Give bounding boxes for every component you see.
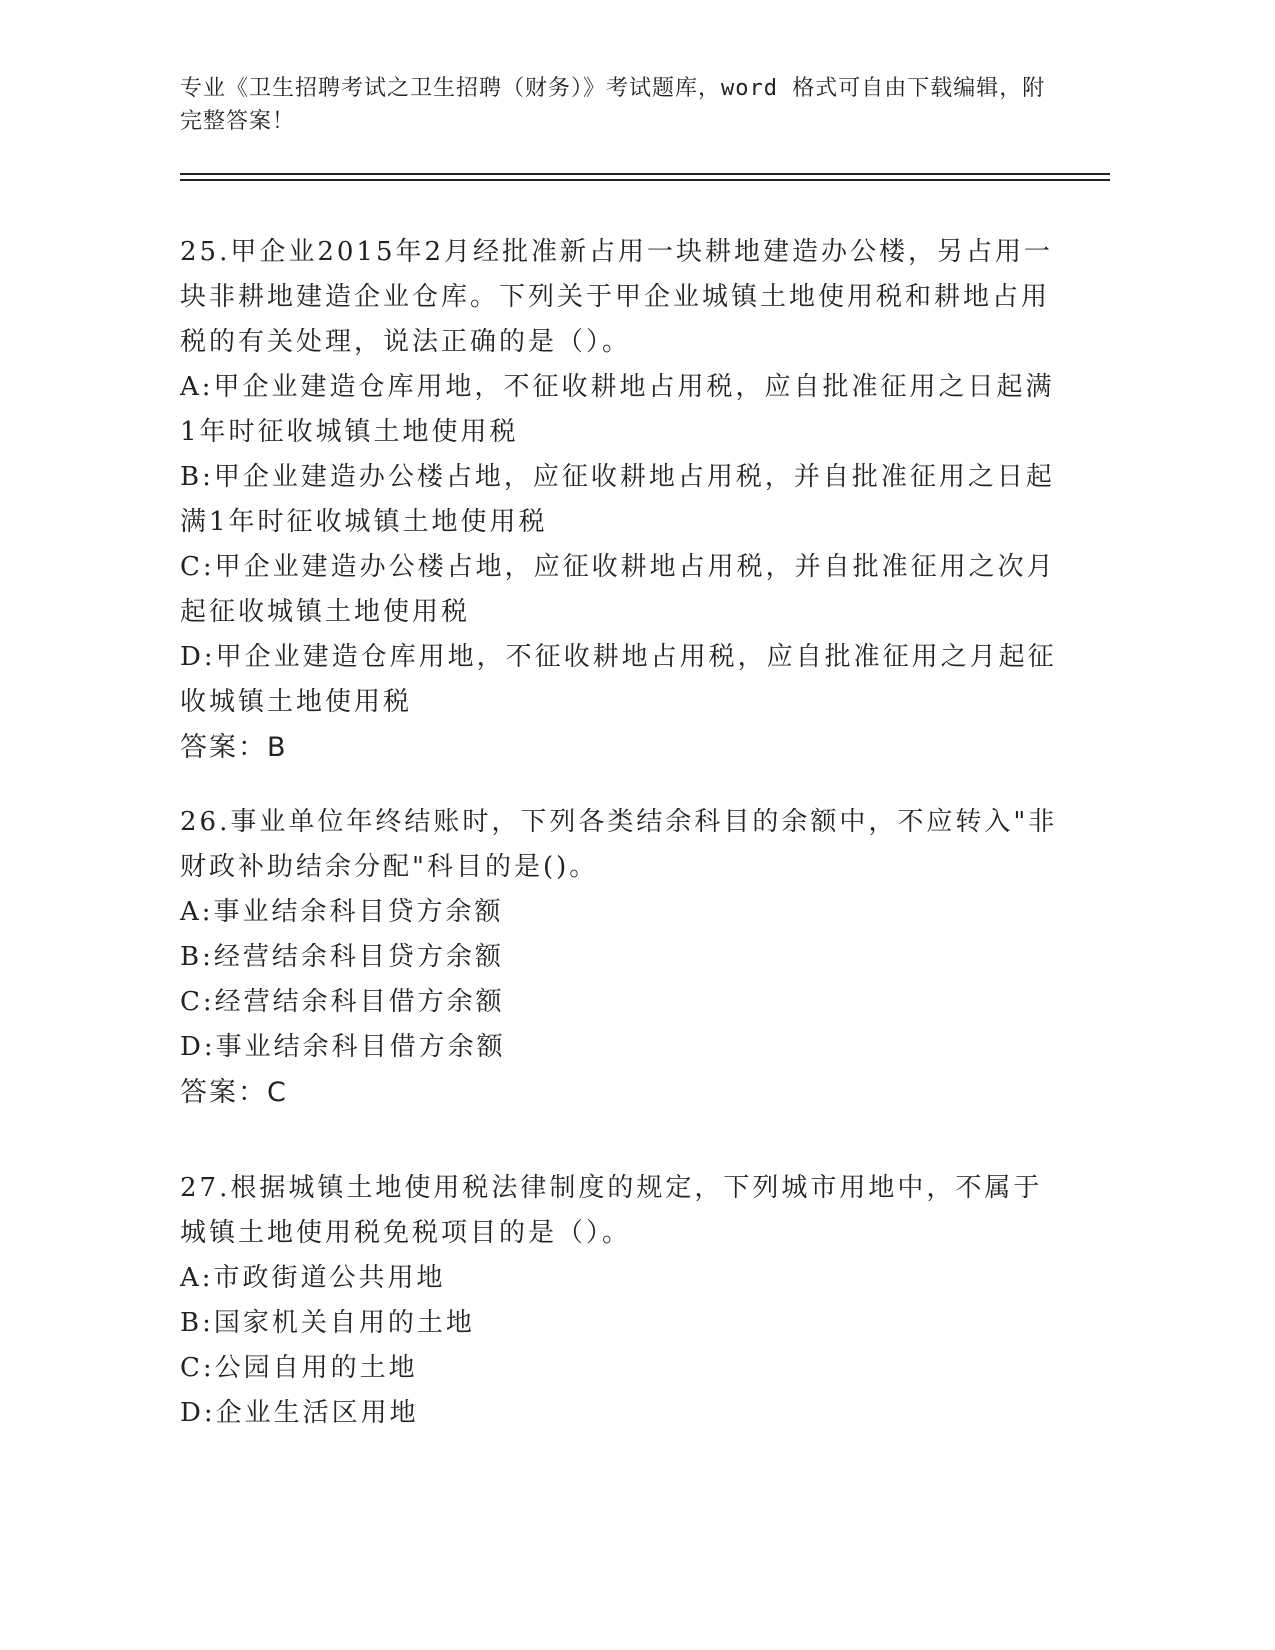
option-b: B:甲企业建造办公楼占地，应征收耕地占用税，并自批准征用之日起满1年时征收城镇土地使用税 bbox=[180, 462, 1055, 537]
question-stem: 25.甲企业2015年2月经批准新占用一块耕地建造办公楼，另占用一块非耕地建造企业仓库。下列关于甲企业城镇土地使用税和耕地占用税的有关处理，说法正确的是（）。 bbox=[180, 237, 1054, 357]
option-c: C:公园自用的土地 bbox=[180, 1353, 418, 1383]
option-a: A:事业结余科目贷方余额 bbox=[180, 897, 504, 927]
header-divider-bottom bbox=[180, 179, 1110, 181]
option-c: C:经营结余科目借方余额 bbox=[180, 987, 505, 1017]
question-25 bbox=[180, 230, 1060, 770]
answer-label: 答案：B bbox=[180, 732, 288, 763]
option-d: D:企业生活区用地 bbox=[180, 1398, 419, 1428]
option-a: A:甲企业建造仓库用地，不征收耕地占用税，应自批准征用之日起满1年时征收城镇土地使用税 bbox=[180, 372, 1055, 447]
option-c: C:甲企业建造办公楼占地，应征收耕地占用税，并自批准征用之次月起征收城镇土地使用税 bbox=[180, 552, 1056, 627]
question-stem: 27.根据城镇土地使用税法律制度的规定，下列城市用地中，不属于城镇土地使用税免税项目的是（）。 bbox=[180, 1173, 1043, 1248]
header-divider-top bbox=[180, 173, 1110, 175]
document-header: 专业《卫生招聘考试之卫生招聘（财务）》考试题库，word 格式可自由下载编辑，附完整答案！ bbox=[180, 76, 1046, 134]
question-26 bbox=[180, 800, 1060, 1115]
option-d: D:事业结余科目借方余额 bbox=[180, 1032, 506, 1062]
option-a: A:市政街道公共用地 bbox=[180, 1263, 446, 1293]
option-b: B:国家机关自用的土地 bbox=[180, 1308, 475, 1338]
question-stem: 26.事业单位年终结账时，下列各类结余科目的余额中，不应转入"非财政补助结余分配"科目的是()。 bbox=[180, 807, 1058, 882]
option-d: D:甲企业建造仓库用地，不征收耕地占用税，应自批准征用之月起征收城镇土地使用税 bbox=[180, 642, 1057, 717]
option-b: B:经营结余科目贷方余额 bbox=[180, 942, 504, 972]
answer-label: 答案：C bbox=[180, 1077, 288, 1108]
question-27 bbox=[180, 1166, 1060, 1436]
